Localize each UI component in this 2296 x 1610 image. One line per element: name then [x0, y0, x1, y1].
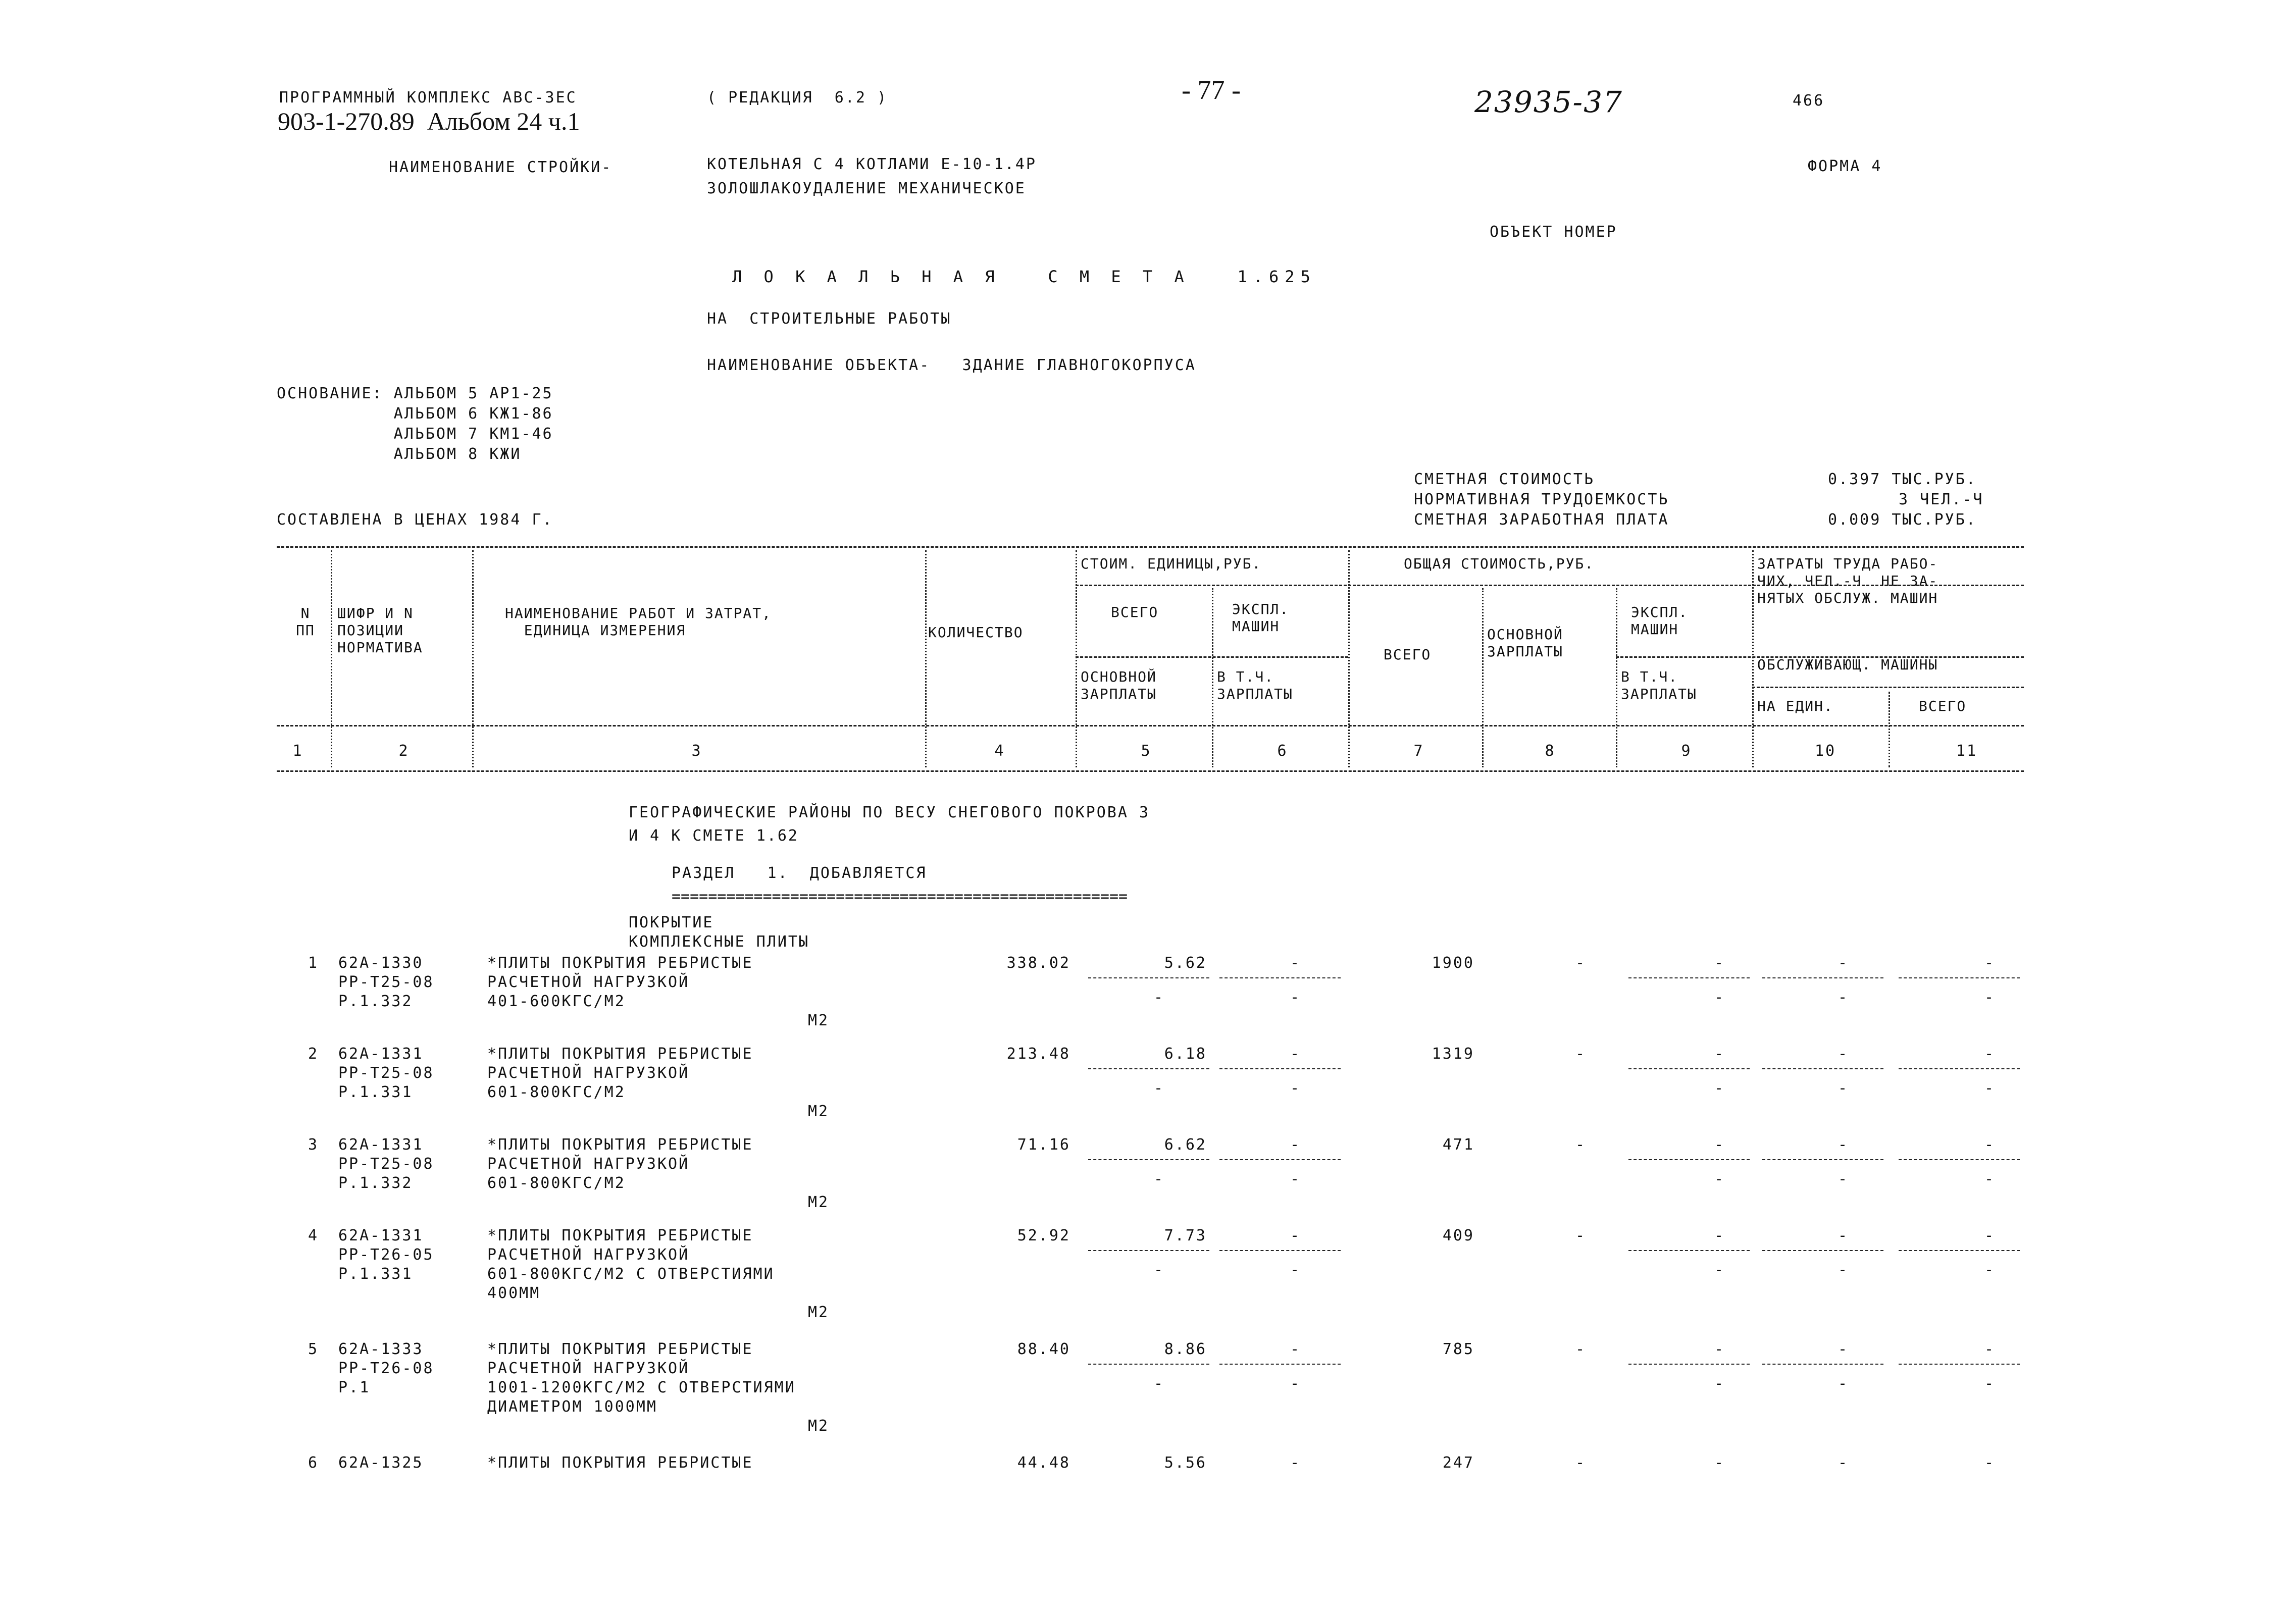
row-labor-total: -	[1984, 1227, 1996, 1244]
hdr-unit-total: ВСЕГО	[1111, 604, 1159, 620]
row-unit: М2	[808, 1012, 830, 1029]
header-subrule-4	[1752, 687, 2024, 688]
row-total-mach: -	[1714, 1227, 1725, 1244]
row-total: 785	[1442, 1340, 1474, 1358]
row-sub-wage: -	[1154, 1375, 1165, 1392]
row-description: *ПЛИТЫ ПОКРЫТИЯ РЕБРИСТЫЕ	[487, 954, 753, 972]
row-subrule	[1088, 1364, 1209, 1365]
col-sep-10	[1889, 692, 1890, 767]
row-sub-wage: -	[1154, 1079, 1165, 1097]
col-number-7: 7	[1413, 742, 1424, 760]
row-subrule	[1628, 1068, 1750, 1069]
row-description: 401-600КГС/М2	[487, 993, 626, 1010]
row-total-mach: -	[1714, 954, 1725, 972]
row-quantity: 52.92	[1017, 1227, 1070, 1244]
hdr-total-all: ВСЕГО	[1384, 646, 1432, 663]
row-subrule	[1762, 977, 1883, 978]
row-total-wage: -	[1575, 1045, 1587, 1063]
col-sep-6	[1348, 550, 1350, 767]
row-sub-labor-total: -	[1984, 1261, 1996, 1279]
col-number-5: 5	[1141, 742, 1152, 760]
row-code: Р.1.332	[338, 993, 413, 1010]
row-subrule	[1762, 1068, 1883, 1069]
hdr-total-exp: ЭКСПЛ. МАШИН	[1631, 604, 1689, 638]
section-rule: ==================================================	[672, 888, 1128, 905]
col-sep-4	[1076, 550, 1077, 767]
row-description: РАСЧЕТНОЙ НАГРУЗКОЙ	[487, 1360, 690, 1377]
row-total-wage: -	[1575, 1136, 1587, 1154]
row-unit-price: 6.18	[1164, 1045, 1207, 1063]
table-top-rule	[277, 546, 2024, 548]
row-unit: М2	[808, 1304, 830, 1321]
row-description: *ПЛИТЫ ПОКРЫТИЯ РЕБРИСТЫЕ	[487, 1136, 753, 1154]
row-description: 601-800КГС/М2 С ОТВЕРСТИЯМИ	[487, 1265, 775, 1283]
construction-label: НАИМЕНОВАНИЕ СТРОЙКИ-	[389, 159, 613, 176]
row-total-mach: -	[1714, 1045, 1725, 1063]
hdr-unit-wage: ОСНОВНОЙ ЗАРПЛАТЫ	[1081, 668, 1157, 702]
col-number-2: 2	[398, 742, 410, 760]
row-unit-exp: -	[1290, 1454, 1301, 1472]
row-subrule	[1219, 1159, 1341, 1160]
row-sub-labor-total: -	[1984, 1170, 1996, 1188]
col-number-4: 4	[994, 742, 1005, 760]
row-unit: М2	[808, 1417, 830, 1435]
row-total: 471	[1442, 1136, 1474, 1154]
row-unit-exp: -	[1290, 1136, 1301, 1154]
row-description: 601-800КГС/М2	[487, 1083, 626, 1101]
object-name: НАИМЕНОВАНИЕ ОБЪЕКТА- ЗДАНИЕ ГЛАВНОГОКОРПУСА	[707, 356, 1196, 374]
prices-note: СОСТАВЛЕНА В ЦЕНАХ 1984 Г.	[277, 511, 553, 529]
row-total: 1319	[1432, 1045, 1474, 1063]
row-unit-price: 8.86	[1164, 1340, 1207, 1358]
col-number-11: 11	[1956, 742, 1978, 760]
row-description: 1001-1200КГС/М2 С ОТВЕРСТИЯМИ	[487, 1379, 796, 1396]
row-subrule	[1762, 1159, 1883, 1160]
row-labor-unit: -	[1838, 1454, 1849, 1472]
row-labor-total: -	[1984, 1045, 1996, 1063]
row-description: РАСЧЕТНОЙ НАГРУЗКОЙ	[487, 1155, 690, 1173]
estimate-subtitle: НА СТРОИТЕЛЬНЫЕ РАБОТЫ	[707, 310, 952, 328]
row-sub-wage2: -	[1290, 1079, 1301, 1097]
row-total-wage: -	[1575, 954, 1587, 972]
row-description: 601-800КГС/М2	[487, 1174, 626, 1192]
page-number: - 77 -	[1182, 75, 1241, 105]
hdr-unit-exp: ЭКСПЛ. МАШИН	[1232, 601, 1290, 635]
summary-labor-value: 3 ЧЕЛ.-Ч	[1899, 491, 1984, 508]
hdr-unit-cost: СТОИМ. ЕДИНИЦЫ,РУБ.	[1081, 555, 1262, 572]
row-code: 62А-1331	[338, 1136, 424, 1154]
row-unit: М2	[808, 1103, 830, 1120]
hdr-total-cost: ОБЩАЯ СТОИМОСТЬ,РУБ.	[1404, 555, 1595, 572]
row-unit-exp: -	[1290, 954, 1301, 972]
col-sep-8	[1616, 588, 1617, 767]
intro-line-1: ГЕОГРАФИЧЕСКИЕ РАЙОНЫ ПО ВЕСУ СНЕГОВОГО ПОКРОВА 3	[629, 804, 1150, 821]
row-unit-exp: -	[1290, 1227, 1301, 1244]
hdr-labor-serv: ОБСЛУЖИВАЮЩ. МАШИНЫ	[1757, 656, 1938, 673]
row-subrule	[1762, 1250, 1883, 1251]
row-labor-total: -	[1984, 1136, 1996, 1154]
row-number: 1	[308, 954, 319, 972]
row-unit-price: 7.73	[1164, 1227, 1207, 1244]
row-description: РАСЧЕТНОЙ НАГРУЗКОЙ	[487, 1246, 690, 1264]
row-sub-labor-unit: -	[1838, 1170, 1849, 1188]
row-total-mach: -	[1714, 1340, 1725, 1358]
row-unit-price: 5.56	[1164, 1454, 1207, 1472]
col-number-10: 10	[1814, 742, 1836, 760]
row-code: РР-Т26-08	[338, 1360, 434, 1377]
basis-line-1: ОСНОВАНИЕ: АЛЬБОМ 5 АР1-25	[277, 385, 553, 402]
col-sep-5	[1212, 588, 1213, 767]
row-labor-unit: -	[1838, 1227, 1849, 1244]
row-labor-total: -	[1984, 1340, 1996, 1358]
row-sub-mach: -	[1714, 1170, 1725, 1188]
row-subrule	[1628, 1250, 1750, 1251]
row-sub-mach: -	[1714, 1079, 1725, 1097]
col-sep-9	[1752, 550, 1754, 767]
col-sep-3	[925, 550, 927, 767]
section-heading: РАЗДЕЛ 1. ДОБАВЛЯЕТСЯ	[672, 864, 927, 882]
row-code: РР-Т25-08	[338, 973, 434, 991]
row-subrule	[1899, 1159, 2020, 1160]
row-code: Р.1.331	[338, 1083, 413, 1101]
row-description: *ПЛИТЫ ПОКРЫТИЯ РЕБРИСТЫЕ	[487, 1045, 753, 1063]
intro-line-2: И 4 К СМЕТЕ 1.62	[629, 827, 799, 845]
program-name: ПРОГРАММНЫЙ КОМПЛЕКС АВС-ЗЕС	[279, 89, 577, 107]
row-subrule	[1899, 1250, 2020, 1251]
row-code: 62А-1325	[338, 1454, 424, 1472]
row-description: ДИАМЕТРОМ 1000ММ	[487, 1398, 657, 1416]
row-sub-wage2: -	[1290, 1170, 1301, 1188]
row-labor-unit: -	[1838, 1045, 1849, 1063]
row-total: 247	[1442, 1454, 1474, 1472]
row-description: РАСЧЕТНОЙ НАГРУЗКОЙ	[487, 1064, 690, 1082]
hdr-total-wage: ОСНОВНОЙ ЗАРПЛАТЫ	[1487, 626, 1563, 660]
row-quantity: 338.02	[1006, 954, 1070, 972]
row-number: 4	[308, 1227, 319, 1244]
basis-line-2: АЛЬБОМ 6 КЖ1-86	[277, 405, 553, 423]
row-description: *ПЛИТЫ ПОКРЫТИЯ РЕБРИСТЫЕ	[487, 1454, 753, 1472]
row-sub-labor-unit: -	[1838, 989, 1849, 1006]
form-label: ФОРМА 4	[1808, 158, 1882, 175]
row-subrule	[1219, 1068, 1341, 1069]
hdr-code: ШИФР И N ПОЗИЦИИ НОРМАТИВА	[337, 605, 423, 656]
row-sub-wage2: -	[1290, 989, 1301, 1006]
summary-wage-value: 0.009 ТЫС.РУБ.	[1828, 511, 1977, 529]
row-subrule	[1088, 977, 1209, 978]
row-description: *ПЛИТЫ ПОКРЫТИЯ РЕБРИСТЫЕ	[487, 1227, 753, 1244]
row-code: РР-Т26-05	[338, 1246, 434, 1264]
row-total-wage: -	[1575, 1454, 1587, 1472]
row-subrule	[1628, 1159, 1750, 1160]
hdr-num: N ПП	[296, 605, 315, 639]
row-code: 62А-1331	[338, 1227, 424, 1244]
row-description: РАСЧЕТНОЙ НАГРУЗКОЙ	[487, 973, 690, 991]
row-code: Р.1	[338, 1379, 371, 1396]
row-subrule	[1219, 1250, 1341, 1251]
row-code: 62А-1331	[338, 1045, 424, 1063]
row-sub-labor-unit: -	[1838, 1079, 1849, 1097]
row-unit-exp: -	[1290, 1340, 1301, 1358]
col-number-1: 1	[292, 742, 303, 760]
row-sub-mach: -	[1714, 1261, 1725, 1279]
col-number-9: 9	[1681, 742, 1692, 760]
hdr-unit-wage2: В Т.Ч. ЗАРПЛАТЫ	[1217, 668, 1293, 702]
row-code: 62А-1333	[338, 1340, 424, 1358]
row-subrule	[1088, 1159, 1209, 1160]
col-number-8: 8	[1545, 742, 1556, 760]
row-sub-wage: -	[1154, 1170, 1165, 1188]
row-total: 409	[1442, 1227, 1474, 1244]
row-quantity: 44.48	[1017, 1454, 1070, 1472]
col-number-6: 6	[1277, 742, 1288, 760]
hdr-total-wage2: В Т.Ч. ЗАРПЛАТЫ	[1621, 668, 1697, 702]
row-number: 6	[308, 1454, 319, 1472]
row-quantity: 213.48	[1006, 1045, 1070, 1063]
summary-labor-label: НОРМАТИВНАЯ ТРУДОЕМКОСТЬ	[1414, 491, 1669, 508]
row-description: 400ММ	[487, 1284, 541, 1302]
row-code: РР-Т25-08	[338, 1155, 434, 1173]
row-sub-wage2: -	[1290, 1375, 1301, 1392]
row-subrule	[1219, 977, 1341, 978]
hdr-qty: КОЛИЧЕСТВО	[928, 624, 1024, 641]
row-code: Р.1.332	[338, 1174, 413, 1192]
row-subrule	[1088, 1068, 1209, 1069]
summary-wage-label: СМЕТНАЯ ЗАРАБОТНАЯ ПЛАТА	[1414, 511, 1669, 529]
category-2: КОМПЛЕКСНЫЕ ПЛИТЫ	[629, 933, 810, 951]
row-quantity: 71.16	[1017, 1136, 1070, 1154]
object-number-label: ОБЪЕКТ НОМЕР	[1490, 223, 1617, 241]
row-total-wage: -	[1575, 1227, 1587, 1244]
row-sub-mach: -	[1714, 989, 1725, 1006]
row-subrule	[1899, 1068, 2020, 1069]
document-number: 23935-37	[1474, 85, 1623, 119]
row-labor-unit: -	[1838, 954, 1849, 972]
row-unit-price: 6.62	[1164, 1136, 1207, 1154]
row-subrule	[1628, 977, 1750, 978]
row-labor-unit: -	[1838, 1136, 1849, 1154]
row-subrule	[1628, 1364, 1750, 1365]
row-unit: М2	[808, 1193, 830, 1211]
header-bottom-rule	[277, 725, 2024, 726]
basis-line-4: АЛЬБОМ 8 КЖИ	[277, 445, 522, 463]
revision: ( РЕДАКЦИЯ 6.2 )	[707, 89, 888, 107]
row-sub-labor-total: -	[1984, 1375, 1996, 1392]
row-subrule	[1899, 1364, 2020, 1365]
row-unit-exp: -	[1290, 1045, 1301, 1063]
hdr-desc: НАИМЕНОВАНИЕ РАБОТ И ЗАТРАТ, ЕДИНИЦА ИЗМЕРЕНИЯ	[505, 605, 772, 639]
row-unit-price: 5.62	[1164, 954, 1207, 972]
col-sep-7	[1482, 588, 1484, 767]
estimate-title: Л О К А Л Ь Н А Я С М Е Т А 1.625	[732, 267, 1316, 286]
row-code: 62А-1330	[338, 954, 424, 972]
row-sub-mach: -	[1714, 1375, 1725, 1392]
row-number: 2	[308, 1045, 319, 1063]
row-subrule	[1899, 977, 2020, 978]
row-total: 1900	[1432, 954, 1474, 972]
row-subrule	[1088, 1250, 1209, 1251]
row-sub-wage: -	[1154, 989, 1165, 1006]
row-quantity: 88.40	[1017, 1340, 1070, 1358]
row-total-mach: -	[1714, 1454, 1725, 1472]
row-code: Р.1.331	[338, 1265, 413, 1283]
row-total-wage: -	[1575, 1340, 1587, 1358]
project-code: 903-1-270.89 Альбом 24 ч.1	[278, 107, 580, 135]
row-code: РР-Т25-08	[338, 1064, 434, 1082]
hdr-labor-unit: НА ЕДИН.	[1757, 698, 1833, 714]
row-subrule	[1219, 1364, 1341, 1365]
row-labor-total: -	[1984, 1454, 1996, 1472]
row-description: *ПЛИТЫ ПОКРЫТИЯ РЕБРИСТЫЕ	[487, 1340, 753, 1358]
col-sep-2	[472, 550, 474, 767]
row-sub-wage2: -	[1290, 1261, 1301, 1279]
numbers-bottom-rule	[277, 770, 2024, 772]
hdr-labor: ЗАТРАТЫ ТРУДА РАБО- ЧИХ, ЧЕЛ.-Ч НЕ ЗА- НЯТЫХ ОБСЛУЖ. МАШИН	[1757, 555, 1938, 606]
category-1: ПОКРЫТИЕ	[629, 914, 714, 931]
basis-line-3: АЛЬБОМ 7 КМ1-46	[277, 425, 553, 443]
row-sub-labor-unit: -	[1838, 1261, 1849, 1279]
row-number: 3	[308, 1136, 319, 1154]
row-number: 5	[308, 1340, 319, 1358]
hdr-labor-total: ВСЕГО	[1919, 698, 1967, 714]
row-sub-labor-total: -	[1984, 989, 1996, 1006]
sheet-number: 466	[1793, 92, 1825, 110]
col-number-3: 3	[691, 742, 702, 760]
col-sep-1	[331, 550, 332, 767]
summary-cost-value: 0.397 ТЫС.РУБ.	[1828, 471, 1977, 488]
row-total-mach: -	[1714, 1136, 1725, 1154]
construction-name-1: КОТЕЛЬНАЯ С 4 КОТЛАМИ Е-10-1.4Р	[707, 155, 1037, 173]
row-subrule	[1762, 1364, 1883, 1365]
construction-name-2: ЗОЛОШЛАКОУДАЛЕНИЕ МЕХАНИЧЕСКОЕ	[707, 180, 1026, 197]
row-sub-labor-unit: -	[1838, 1375, 1849, 1392]
summary-cost-label: СМЕТНАЯ СТОИМОСТЬ	[1414, 471, 1595, 488]
row-sub-labor-total: -	[1984, 1079, 1996, 1097]
row-sub-wage: -	[1154, 1261, 1165, 1279]
row-labor-total: -	[1984, 954, 1996, 972]
row-labor-unit: -	[1838, 1340, 1849, 1358]
